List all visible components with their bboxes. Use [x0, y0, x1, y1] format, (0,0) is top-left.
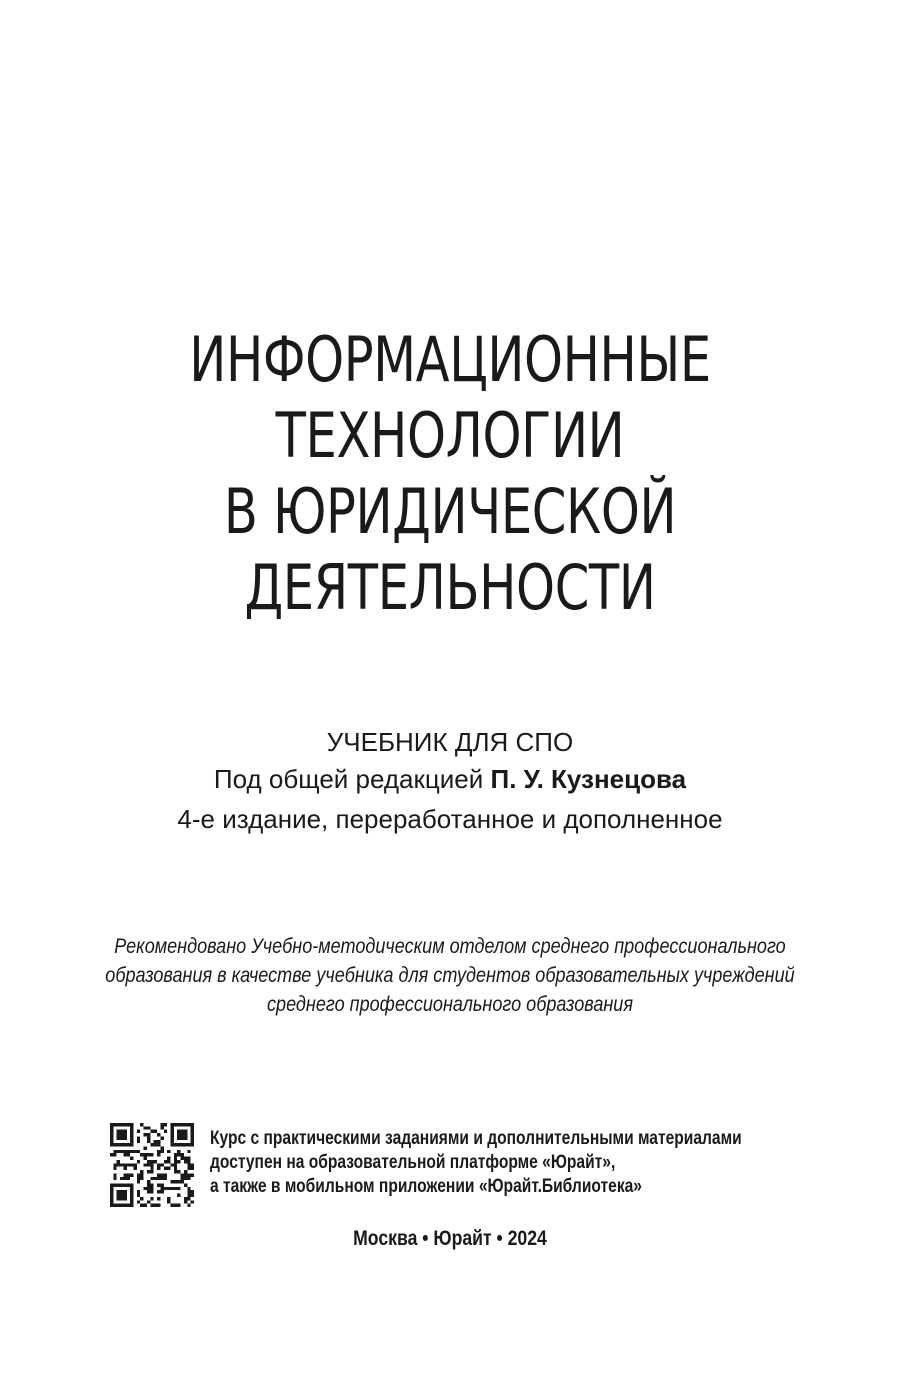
recommendation-line: среднего профессионального образования: [266, 993, 633, 1016]
imprint: Москва • Юрайт • 2024: [353, 1227, 547, 1250]
editor-line: [0, 764, 900, 794]
recommendation-line: Рекомендовано Учебно-методическим отделом среднего профессионального: [114, 935, 786, 958]
course-note-line: доступен на образовательной платформе «Юрайт»,: [210, 1152, 616, 1173]
qr-code-icon: [110, 1123, 194, 1207]
edition-line: 4-е издание, переработанное и дополненное: [177, 804, 723, 834]
editor-prefix: Под общей редакцией: [213, 764, 484, 794]
recommendation-line: образования в качестве учебника для студентов образовательных учреждений: [105, 964, 795, 987]
title-line: В ЮРИДИЧЕСКОЙ: [223, 475, 677, 548]
title-line: ИНФОРМАЦИОННЫЕ: [189, 323, 711, 396]
course-note-line: а также в мобильном приложении «Юрайт.Библиотека»: [210, 1176, 642, 1197]
book-title: [90, 322, 810, 626]
editor-name: П. У. Кузнецова: [490, 764, 687, 794]
course-note: [210, 1127, 742, 1199]
recommendation-text: [63, 932, 837, 1019]
book-type: УЧЕБНИК ДЛЯ СПО: [326, 727, 574, 757]
title-line: ТЕХНОЛОГИИ: [275, 399, 625, 472]
title-line: ДЕЯТЕЛЬНОСТИ: [244, 551, 656, 624]
course-note-line: Курс с практическими заданиями и дополнительными материалами: [210, 1128, 742, 1149]
